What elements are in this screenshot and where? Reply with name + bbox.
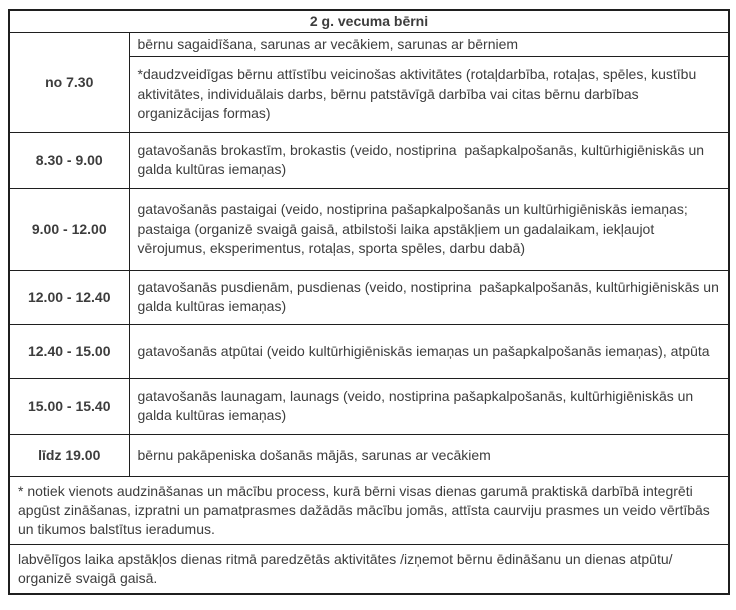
- schedule-row: [9, 270, 729, 324]
- activity-cell: gatavošanās brokastīm, brokastis (veido, nostiprina pašapkalpošanās, kultūrhigiēniskās un galda kultūras iemaņas): [129, 132, 729, 188]
- activity-cell: gatavošanās atpūtai (veido kultūrhigiēniskās iemaņas un pašapkalpošanās iemaņas), atpūta: [129, 324, 729, 378]
- footnote-row: [9, 476, 729, 544]
- footnote-outdoor: labvēlīgos laika apstākļos dienas ritmā paredzētās aktivitātes /izņemot bērnu ēdināšanu un dienas atpūtu/ organizē svaigā gaisā.: [9, 544, 729, 594]
- schedule-row: [9, 32, 729, 56]
- table-header-row: [9, 10, 729, 32]
- time-cell: 12.40 - 15.00: [9, 324, 129, 378]
- activity-cell: gatavošanās pastaigai (veido, nostiprina pašapkalpošanās un kultūrhigiēniskās iemaņas; pastaiga (organizē svaigā gaisā, atbilstoši laika apstākļiem un gadalaikam, iekļaujot vērojumus, eksperimentus, rotaļas, sporta spēles, darbu dabā): [129, 188, 729, 270]
- activity-cell: bērnu pakāpeniska došanās mājās, sarunas ar vecākiem: [129, 434, 729, 476]
- daily-schedule-table: [8, 9, 730, 595]
- activity-cell: gatavošanās pusdienām, pusdienas (veido, nostiprina pašapkalpošanās, kultūrhigiēniskās un galda kultūras iemaņas): [129, 270, 729, 324]
- schedule-row: [9, 324, 729, 378]
- schedule-row: [9, 378, 729, 434]
- activity-cell: gatavošanās launagam, launags (veido, nostiprina pašapkalpošanās, kultūrhigiēniskās un galda kultūras iemaņas): [129, 378, 729, 434]
- schedule-row: [9, 132, 729, 188]
- time-cell: līdz 19.00: [9, 434, 129, 476]
- activity-cell: bērnu sagaidīšana, sarunas ar vecākiem, sarunas ar bērniem: [129, 32, 729, 56]
- time-cell: 8.30 - 9.00: [9, 132, 129, 188]
- time-cell: 9.00 - 12.00: [9, 188, 129, 270]
- activity-cell: *daudzveidīgas bērnu attīstību veicinošas aktivitātes (rotaļdarbība, rotaļas, spēles, kustību aktivitātes, individuālais darbs, bērnu patstāvīgā darbība vai citas bērnu darbības organizācijas formas): [129, 56, 729, 132]
- schedule-row: [9, 188, 729, 270]
- time-cell: no 7.30: [9, 32, 129, 132]
- schedule-row: [9, 434, 729, 476]
- footnote-asterisk: * notiek vienots audzināšanas un mācību process, kurā bērni visas dienas garumā praktiskā darbībā integrēti apgūst zināšanas, izpratni un pamatprasmes dažādās mācību jomās, attīsta caurviju prasmes un veido vērtībās un tikumos balstītus ieradumus.: [9, 476, 729, 544]
- table-title: 2 g. vecuma bērni: [9, 10, 729, 32]
- time-cell: 12.00 - 12.40: [9, 270, 129, 324]
- footnote-row: [9, 544, 729, 594]
- time-cell: 15.00 - 15.40: [9, 378, 129, 434]
